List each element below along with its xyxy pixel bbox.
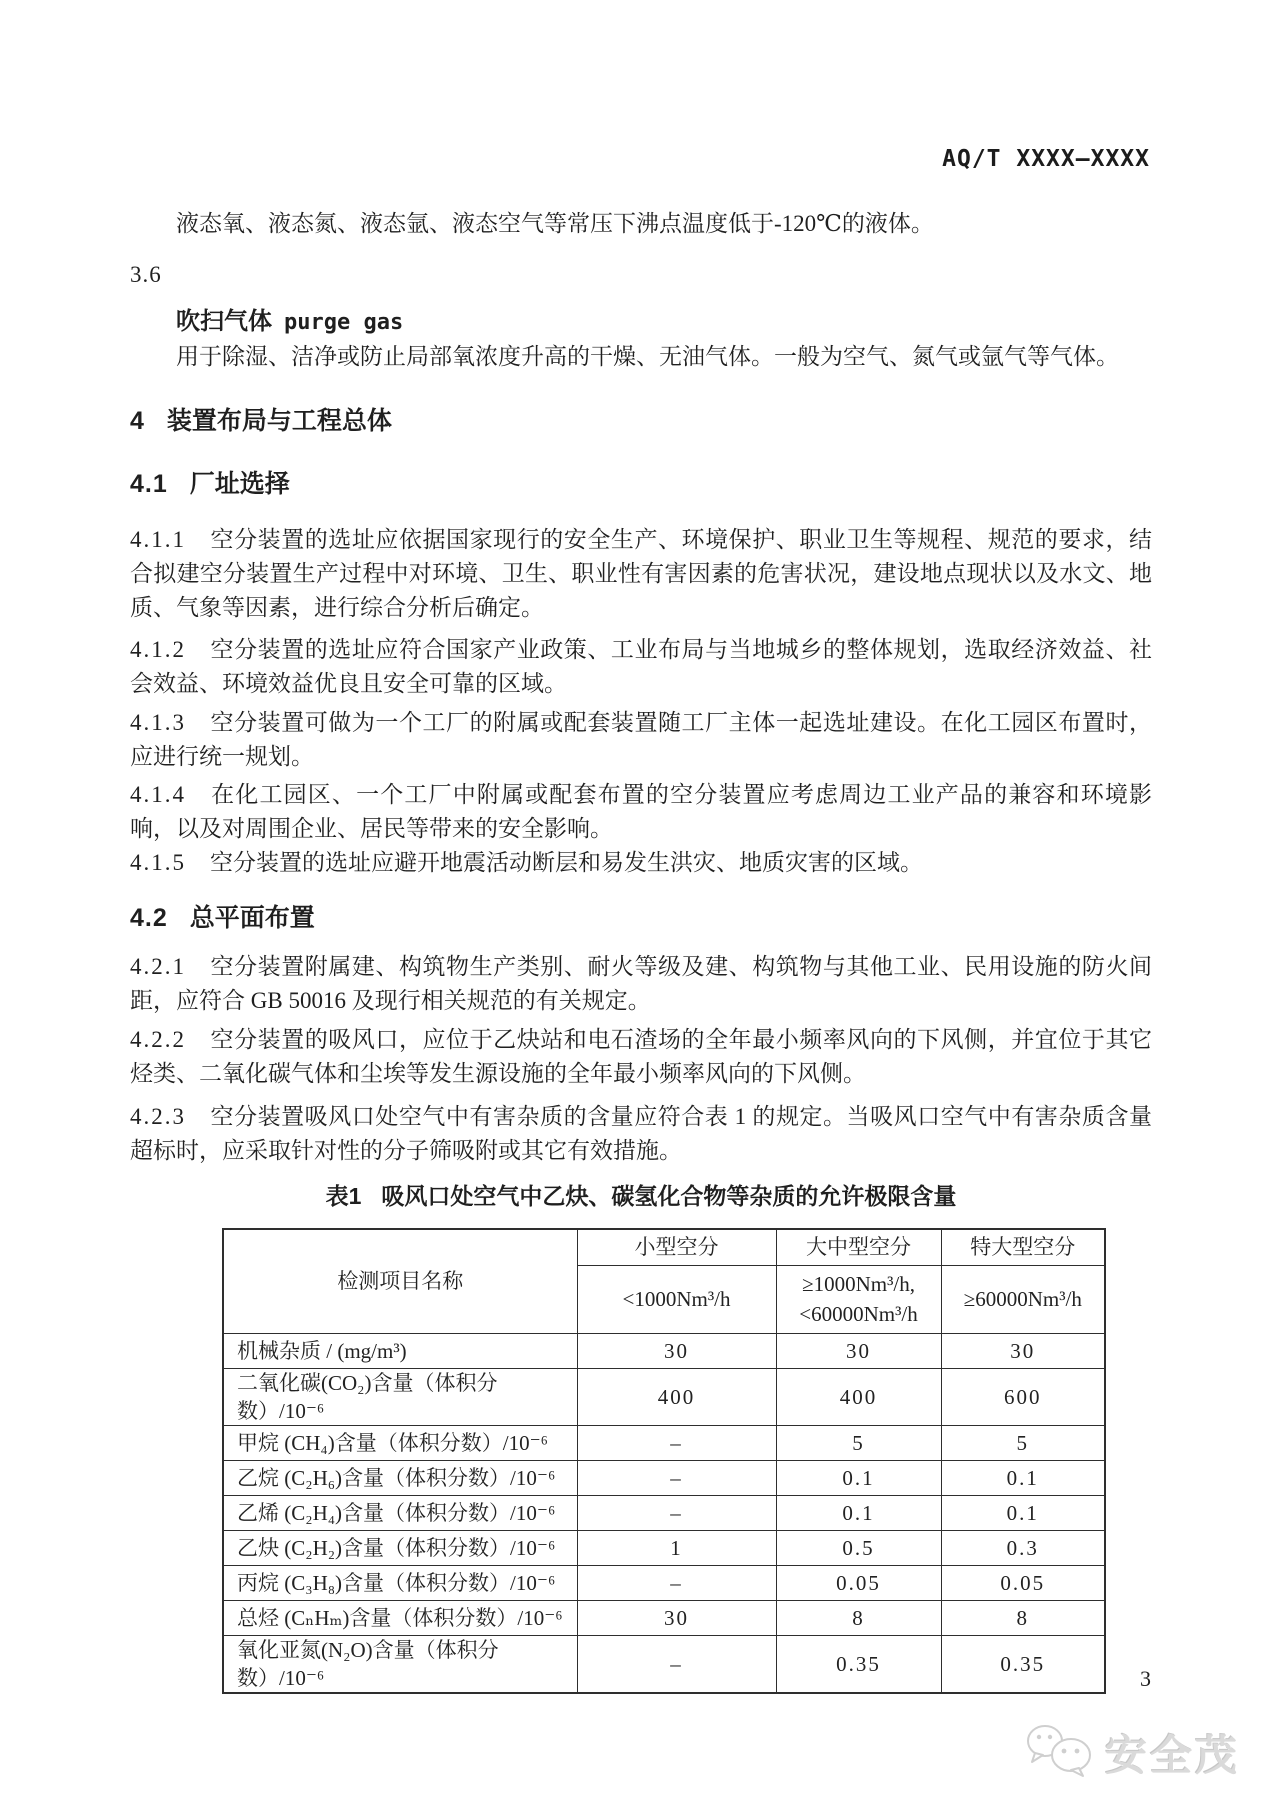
row-value-small: 400 (577, 1368, 776, 1425)
brand-watermark (1023, 1722, 1240, 1783)
table-1 (222, 1228, 1106, 1694)
row-item-label: 总烃 (CₙHₘ)含量（体积分数）/10⁻⁶ (223, 1600, 577, 1635)
table-row (223, 1635, 1105, 1693)
row-value-small: – (577, 1635, 776, 1693)
clause-number: 4.1.2 (130, 637, 186, 662)
table-1-caption (130, 1181, 1152, 1211)
row-item-label: 甲烷 (CH₄)含量（体积分数）/10⁻⁶ (223, 1425, 577, 1460)
header-medium-range (776, 1265, 941, 1333)
section-4-number: 4 (130, 407, 145, 435)
section-4-1-number: 4.1 (130, 470, 168, 498)
clause-4-2-2 (130, 1023, 1152, 1091)
row-value-medium: 0.1 (776, 1495, 941, 1530)
clause-number: 4.1.5 (130, 850, 186, 875)
header-medium-range-line2: <60000Nm³/h (799, 1302, 918, 1326)
section-4-title: 装置布局与工程总体 (166, 407, 392, 435)
table-row (223, 1600, 1105, 1635)
row-value-xlarge: 0.3 (941, 1530, 1105, 1565)
table-row (223, 1368, 1105, 1425)
row-item-label: 机械杂质 / (mg/m³) (223, 1333, 577, 1368)
header-item-name: 检测项目名称 (223, 1229, 577, 1333)
clause-4-1-2 (130, 633, 1152, 701)
table-row (223, 1495, 1105, 1530)
table-row (223, 1333, 1105, 1368)
row-value-small: – (577, 1425, 776, 1460)
section-4-1-title: 厂址选择 (189, 470, 290, 498)
clause-text: 空分装置附属建、构筑物生产类别、耐火等级及建、构筑物与其他工业、民用设施的防火间距，应符合 GB 50016 及现行相关规范的有关规定。 (130, 954, 1152, 1013)
row-value-medium: 0.05 (776, 1565, 941, 1600)
row-value-medium: 8 (776, 1600, 941, 1635)
row-value-xlarge: 0.35 (941, 1635, 1105, 1693)
table-row (223, 1425, 1105, 1460)
section-4-2-title: 总平面布置 (189, 904, 315, 932)
header-medium-plant: 大中型空分 (776, 1229, 941, 1265)
term-title (130, 305, 1152, 340)
clause-number: 4.2.2 (130, 1027, 186, 1052)
table-header-row-1 (223, 1229, 1105, 1265)
section-4-2-number: 4.2 (130, 904, 168, 932)
clause-4-1-5 (130, 846, 1152, 880)
term-block (130, 305, 1152, 374)
row-value-medium: 400 (776, 1368, 941, 1425)
term-title-zh: 吹扫气体 (176, 308, 272, 335)
clause-text: 在化工园区、一个工厂中附属或配套布置的空分装置应考虑周边工业产品的兼容和环境影响，以及对周围企业、居民等带来的安全影响。 (130, 782, 1152, 841)
clause-4-1-4 (130, 778, 1152, 846)
clause-4-1-3 (130, 706, 1152, 774)
row-value-small: 30 (577, 1333, 776, 1368)
row-value-xlarge: 0.05 (941, 1565, 1105, 1600)
page-number: 3 (1140, 1666, 1151, 1691)
row-value-medium: 30 (776, 1333, 941, 1368)
row-item-label: 乙烷 (C₂H₆)含量（体积分数）/10⁻⁶ (223, 1460, 577, 1495)
section-4-1-heading (130, 466, 1152, 502)
row-value-xlarge: 0.1 (941, 1460, 1105, 1495)
wechat-bubbles-icon (1023, 1722, 1097, 1783)
table-caption-text: 吸风口处空气中乙炔、碳氢化合物等杂质的允许极限含量 (381, 1183, 957, 1209)
clause-text: 空分装置的选址应符合国家产业政策、工业布局与当地城乡的整体规划，选取经济效益、社会效益、环境效益优良且安全可靠的区域。 (130, 637, 1152, 696)
term-number: 3.6 (130, 262, 162, 287)
clause-4-2-1 (130, 950, 1152, 1018)
term-definition: 用于除湿、洁净或防止局部氧浓度升高的干燥、无油气体。一般为空气、氮气或氩气等气体。 (176, 344, 1119, 369)
row-item-label: 乙炔 (C₂H₂)含量（体积分数）/10⁻⁶ (223, 1530, 577, 1565)
table-row (223, 1530, 1105, 1565)
header-small-plant: 小型空分 (577, 1229, 776, 1265)
row-value-medium: 5 (776, 1425, 941, 1460)
row-value-xlarge: 5 (941, 1425, 1105, 1460)
brand-name: 安全茂 (1104, 1731, 1240, 1779)
clause-number: 4.1.1 (130, 527, 186, 552)
section-4-2-heading (130, 900, 1152, 936)
row-value-xlarge: 8 (941, 1600, 1105, 1635)
section-4-heading (130, 403, 1152, 439)
header-medium-range-line1: ≥1000Nm³/h, (802, 1272, 915, 1296)
term-title-en: purge gas (284, 310, 404, 335)
row-value-small: – (577, 1495, 776, 1530)
clause-text: 空分装置吸风口处空气中有害杂质的含量应符合表 1 的规定。当吸风口空气中有害杂质含量超标时，应采取针对性的分子筛吸附或其它有效措施。 (130, 1104, 1153, 1163)
row-item-label: 氧化亚氮(N₂O)含量（体积分数）/10⁻⁶ (223, 1635, 577, 1693)
row-value-medium: 0.35 (776, 1635, 941, 1693)
row-value-small: – (577, 1565, 776, 1600)
table-caption-label: 表1 (325, 1183, 362, 1209)
row-value-xlarge: 30 (941, 1333, 1105, 1368)
clause-text: 空分装置的选址应依据国家现行的安全生产、环境保护、职业卫生等规程、规范的要求，结合拟建空分装置生产过程中对环境、卫生、职业性有害因素的危害状况，建设地点现状以及水文、地质、气象等因素，进行综合分析后确定。 (130, 527, 1152, 620)
header-small-range: <1000Nm³/h (577, 1265, 776, 1333)
row-item-label: 乙烯 (C₂H₄)含量（体积分数）/10⁻⁶ (223, 1495, 577, 1530)
row-value-small: 30 (577, 1600, 776, 1635)
row-value-small: 1 (577, 1530, 776, 1565)
clause-text: 空分装置的选址应避开地震活动断层和易发生洪灾、地质灾害的区域。 (210, 850, 923, 875)
clause-number: 4.2.3 (130, 1104, 186, 1129)
row-item-label: 二氧化碳(CO₂)含量（体积分数）/10⁻⁶ (223, 1368, 577, 1425)
document-body (130, 0, 1152, 1694)
row-value-xlarge: 0.1 (941, 1495, 1105, 1530)
standard-code-header: AQ/T XXXX—XXXX (942, 146, 1150, 172)
clause-number: 4.2.1 (130, 954, 186, 979)
header-xlarge-range: ≥60000Nm³/h (941, 1265, 1105, 1333)
table-row (223, 1460, 1105, 1495)
clause-text: 空分装置可做为一个工厂的附属或配套装置随工厂主体一起选址建设。在化工园区布置时，应进行统一规划。 (130, 710, 1152, 769)
clause-4-2-3 (130, 1100, 1152, 1168)
clause-text: 空分装置的吸风口，应位于乙炔站和电石渣场的全年最小频率风向的下风侧，并宜位于其它烃类、二氧化碳气体和尘埃等发生源设施的全年最小频率风向的下风侧。 (130, 1027, 1152, 1086)
row-value-medium: 0.1 (776, 1460, 941, 1495)
row-value-small: – (577, 1460, 776, 1495)
clause-number: 4.1.3 (130, 710, 186, 735)
header-xlarge-plant: 特大型空分 (941, 1229, 1105, 1265)
row-value-medium: 0.5 (776, 1530, 941, 1565)
row-item-label: 丙烷 (C₃H₈)含量（体积分数）/10⁻⁶ (223, 1565, 577, 1600)
clause-4-1-1 (130, 523, 1152, 625)
row-value-xlarge: 600 (941, 1368, 1105, 1425)
table-row (223, 1565, 1105, 1600)
clause-number: 4.1.4 (130, 782, 186, 807)
definition-continuation: 液态氧、液态氮、液态氩、液态空气等常压下沸点温度低于-120℃的液体。 (176, 211, 934, 236)
